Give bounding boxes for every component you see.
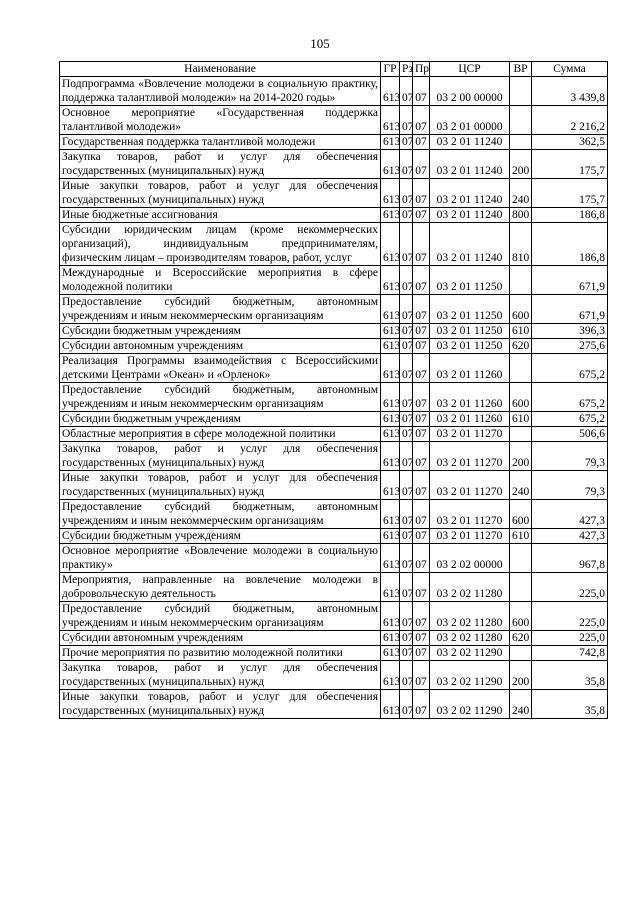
cell-vr [510, 544, 532, 573]
cell-vr: 600 [510, 295, 532, 324]
cell-csr: 03 2 02 00000 [430, 544, 510, 573]
cell-vr: 600 [510, 500, 532, 529]
cell-pr: 07 [413, 324, 430, 339]
header-csr: ЦСР [430, 62, 510, 77]
header-rz: Рз [400, 62, 413, 77]
cell-vr: 200 [510, 661, 532, 690]
cell-csr: 03 2 01 11260 [430, 383, 510, 412]
cell-name: Предоставление субсидий бюджетным, автономным учреждениям и иным некоммерческим организациям [60, 383, 381, 412]
table-row [60, 412, 608, 427]
cell-csr: 03 2 01 11270 [430, 442, 510, 471]
cell-sum: 675,2 [532, 412, 608, 427]
cell-pr: 07 [413, 544, 430, 573]
table-row [60, 661, 608, 690]
cell-pr: 07 [413, 661, 430, 690]
cell-sum: 506,6 [532, 427, 608, 442]
table-row [60, 602, 608, 631]
cell-pr: 07 [413, 135, 430, 150]
cell-sum: 675,2 [532, 383, 608, 412]
cell-rz: 07 [400, 661, 413, 690]
cell-vr: 600 [510, 602, 532, 631]
table-row [60, 427, 608, 442]
table-row [60, 529, 608, 544]
budget-table [59, 61, 608, 719]
cell-rz: 07 [400, 208, 413, 223]
table-row [60, 208, 608, 223]
cell-pr: 07 [413, 631, 430, 646]
table-row [60, 690, 608, 719]
cell-name: Закупка товаров, работ и услуг для обеспечения государственных (муниципальных) нужд [60, 661, 381, 690]
cell-pr: 07 [413, 412, 430, 427]
cell-gr: 613 [381, 106, 400, 135]
cell-sum: 675,2 [532, 354, 608, 383]
cell-pr: 07 [413, 471, 430, 500]
cell-csr: 03 2 01 11240 [430, 179, 510, 208]
table-row [60, 383, 608, 412]
cell-vr [510, 106, 532, 135]
table-row [60, 106, 608, 135]
header-pr: Пр [413, 62, 430, 77]
table-row [60, 442, 608, 471]
cell-name: Прочие мероприятия по развитию молодежной политики [60, 646, 381, 661]
cell-rz: 07 [400, 339, 413, 354]
cell-name: Основное мероприятие «Государственная поддержка талантливой молодежи» [60, 106, 381, 135]
cell-rz: 07 [400, 646, 413, 661]
cell-rz: 07 [400, 500, 413, 529]
table-row [60, 544, 608, 573]
cell-gr: 613 [381, 266, 400, 295]
cell-vr [510, 77, 532, 106]
cell-pr: 07 [413, 602, 430, 631]
cell-name: Субсидии юридическим лицам (кроме некоммерческих организаций), индивидуальным предпринимателям, физическим лицам – производителям товаров, работ, услуг [60, 223, 381, 266]
cell-vr: 610 [510, 324, 532, 339]
header-gr: ГР [381, 62, 400, 77]
cell-name: Субсидии автономным учреждениям [60, 631, 381, 646]
cell-sum: 225,0 [532, 573, 608, 602]
cell-sum: 967,8 [532, 544, 608, 573]
cell-name: Предоставление субсидий бюджетным, автономным учреждениям и иным некоммерческим организациям [60, 500, 381, 529]
cell-sum: 396,3 [532, 324, 608, 339]
cell-csr: 03 2 01 11240 [430, 223, 510, 266]
cell-csr: 03 2 01 11270 [430, 471, 510, 500]
cell-gr: 613 [381, 442, 400, 471]
cell-csr: 03 2 01 00000 [430, 106, 510, 135]
cell-vr: 610 [510, 529, 532, 544]
table-row [60, 77, 608, 106]
cell-rz: 07 [400, 354, 413, 383]
cell-csr: 03 2 01 11250 [430, 266, 510, 295]
cell-sum: 3 439,8 [532, 77, 608, 106]
cell-pr: 07 [413, 690, 430, 719]
cell-gr: 613 [381, 529, 400, 544]
cell-pr: 07 [413, 208, 430, 223]
cell-vr [510, 427, 532, 442]
cell-rz: 07 [400, 412, 413, 427]
cell-rz: 07 [400, 573, 413, 602]
table-row [60, 573, 608, 602]
cell-rz: 07 [400, 106, 413, 135]
cell-sum: 175,7 [532, 179, 608, 208]
table-row [60, 295, 608, 324]
cell-name: Субсидии бюджетным учреждениям [60, 412, 381, 427]
cell-name: Иные закупки товаров, работ и услуг для обеспечения государственных (муниципальных) нужд [60, 690, 381, 719]
cell-gr: 613 [381, 412, 400, 427]
table-row [60, 471, 608, 500]
cell-csr: 03 2 02 11290 [430, 646, 510, 661]
cell-csr: 03 2 02 11280 [430, 573, 510, 602]
cell-rz: 07 [400, 383, 413, 412]
table-row [60, 500, 608, 529]
cell-sum: 225,0 [532, 602, 608, 631]
cell-sum: 186,8 [532, 208, 608, 223]
cell-rz: 07 [400, 77, 413, 106]
cell-sum: 35,8 [532, 661, 608, 690]
cell-sum: 671,9 [532, 266, 608, 295]
cell-pr: 07 [413, 442, 430, 471]
cell-vr: 240 [510, 179, 532, 208]
cell-name: Реализация Программы взаимодействия с Всероссийскими детскими Центрами «Океан» и «Орленок» [60, 354, 381, 383]
cell-rz: 07 [400, 295, 413, 324]
cell-sum: 79,3 [532, 471, 608, 500]
cell-csr: 03 2 01 11270 [430, 500, 510, 529]
cell-rz: 07 [400, 544, 413, 573]
cell-sum: 427,3 [532, 529, 608, 544]
cell-pr: 07 [413, 339, 430, 354]
cell-rz: 07 [400, 179, 413, 208]
cell-name: Иные закупки товаров, работ и услуг для обеспечения государственных (муниципальных) нужд [60, 179, 381, 208]
cell-gr: 613 [381, 150, 400, 179]
cell-gr: 613 [381, 573, 400, 602]
cell-vr [510, 266, 532, 295]
cell-csr: 03 2 01 11240 [430, 135, 510, 150]
cell-vr: 620 [510, 631, 532, 646]
cell-vr: 600 [510, 383, 532, 412]
cell-name: Иные закупки товаров, работ и услуг для обеспечения государственных (муниципальных) нужд [60, 471, 381, 500]
cell-name: Государственная поддержка талантливой молодежи [60, 135, 381, 150]
cell-gr: 613 [381, 223, 400, 266]
header-vr: ВР [510, 62, 532, 77]
cell-csr: 03 2 01 11240 [430, 150, 510, 179]
cell-rz: 07 [400, 223, 413, 266]
cell-sum: 175,7 [532, 150, 608, 179]
cell-rz: 07 [400, 631, 413, 646]
cell-vr: 620 [510, 339, 532, 354]
cell-name: Мероприятия, направленные на вовлечение молодежи в добровольческую деятельность [60, 573, 381, 602]
cell-gr: 613 [381, 661, 400, 690]
cell-vr: 800 [510, 208, 532, 223]
cell-vr: 240 [510, 690, 532, 719]
cell-sum: 186,8 [532, 223, 608, 266]
cell-vr: 610 [510, 412, 532, 427]
cell-name: Субсидии бюджетным учреждениям [60, 324, 381, 339]
cell-gr: 613 [381, 324, 400, 339]
cell-sum: 427,3 [532, 500, 608, 529]
cell-gr: 613 [381, 471, 400, 500]
cell-pr: 07 [413, 427, 430, 442]
cell-csr: 03 2 02 11290 [430, 661, 510, 690]
table-row [60, 223, 608, 266]
cell-rz: 07 [400, 150, 413, 179]
header-sum: Сумма [532, 62, 608, 77]
cell-gr: 613 [381, 646, 400, 661]
cell-pr: 07 [413, 77, 430, 106]
cell-name: Субсидии бюджетным учреждениям [60, 529, 381, 544]
cell-csr: 03 2 02 11280 [430, 631, 510, 646]
cell-sum: 362,5 [532, 135, 608, 150]
cell-gr: 613 [381, 295, 400, 324]
cell-gr: 613 [381, 631, 400, 646]
cell-gr: 613 [381, 208, 400, 223]
cell-sum: 225,0 [532, 631, 608, 646]
cell-sum: 35,8 [532, 690, 608, 719]
cell-rz: 07 [400, 471, 413, 500]
cell-rz: 07 [400, 266, 413, 295]
cell-rz: 07 [400, 427, 413, 442]
cell-sum: 742,8 [532, 646, 608, 661]
cell-name: Международные и Всероссийские мероприятия в сфере молодежной политики [60, 266, 381, 295]
cell-vr [510, 135, 532, 150]
cell-vr [510, 646, 532, 661]
table-body [60, 77, 608, 719]
cell-gr: 613 [381, 427, 400, 442]
cell-csr: 03 2 01 11250 [430, 295, 510, 324]
cell-pr: 07 [413, 106, 430, 135]
cell-csr: 03 2 01 11260 [430, 354, 510, 383]
table-row [60, 266, 608, 295]
cell-rz: 07 [400, 442, 413, 471]
cell-gr: 613 [381, 500, 400, 529]
cell-pr: 07 [413, 150, 430, 179]
cell-name: Подпрограмма «Вовлечение молодежи в социальную практику, поддержка талантливой молодежи» на 2014-2020 годы» [60, 77, 381, 106]
cell-vr: 240 [510, 471, 532, 500]
cell-name: Закупка товаров, работ и услуг для обеспечения государственных (муниципальных) нужд [60, 442, 381, 471]
cell-rz: 07 [400, 529, 413, 544]
cell-csr: 03 2 01 11270 [430, 427, 510, 442]
cell-gr: 613 [381, 383, 400, 412]
cell-vr: 200 [510, 442, 532, 471]
cell-rz: 07 [400, 324, 413, 339]
cell-pr: 07 [413, 223, 430, 266]
cell-sum: 79,3 [532, 442, 608, 471]
cell-pr: 07 [413, 500, 430, 529]
cell-pr: 07 [413, 573, 430, 602]
cell-csr: 03 2 01 11270 [430, 529, 510, 544]
cell-csr: 03 2 02 11290 [430, 690, 510, 719]
table-row [60, 631, 608, 646]
cell-vr: 810 [510, 223, 532, 266]
cell-vr [510, 354, 532, 383]
cell-csr: 03 2 01 11240 [430, 208, 510, 223]
cell-gr: 613 [381, 339, 400, 354]
cell-name: Субсидии автономным учреждениям [60, 339, 381, 354]
cell-rz: 07 [400, 602, 413, 631]
cell-rz: 07 [400, 135, 413, 150]
cell-csr: 03 2 01 11250 [430, 339, 510, 354]
cell-csr: 03 2 01 11250 [430, 324, 510, 339]
cell-gr: 613 [381, 602, 400, 631]
table-row [60, 135, 608, 150]
table-row [60, 324, 608, 339]
cell-pr: 07 [413, 529, 430, 544]
cell-csr: 03 2 00 00000 [430, 77, 510, 106]
page-number: 105 [310, 36, 330, 51]
cell-gr: 613 [381, 544, 400, 573]
cell-pr: 07 [413, 646, 430, 661]
header-name: Наименование [60, 62, 381, 77]
cell-pr: 07 [413, 179, 430, 208]
table-header-row [60, 62, 608, 77]
cell-pr: 07 [413, 295, 430, 324]
table-row [60, 339, 608, 354]
table-row [60, 179, 608, 208]
cell-name: Предоставление субсидий бюджетным, автономным учреждениям и иным некоммерческим организациям [60, 602, 381, 631]
cell-name: Основное мероприятие «Вовлечение молодежи в социальную практику» [60, 544, 381, 573]
cell-gr: 613 [381, 690, 400, 719]
cell-csr: 03 2 02 11280 [430, 602, 510, 631]
cell-name: Предоставление субсидий бюджетным, автономным учреждениям и иным некоммерческим организациям [60, 295, 381, 324]
cell-gr: 613 [381, 354, 400, 383]
cell-vr [510, 573, 532, 602]
table-row [60, 150, 608, 179]
cell-name: Областные мероприятия в сфере молодежной политики [60, 427, 381, 442]
cell-gr: 613 [381, 77, 400, 106]
cell-rz: 07 [400, 690, 413, 719]
cell-sum: 275,6 [532, 339, 608, 354]
cell-gr: 613 [381, 179, 400, 208]
cell-name: Закупка товаров, работ и услуг для обеспечения государственных (муниципальных) нужд [60, 150, 381, 179]
cell-name: Иные бюджетные ассигнования [60, 208, 381, 223]
cell-gr: 613 [381, 135, 400, 150]
cell-sum: 671,9 [532, 295, 608, 324]
cell-pr: 07 [413, 383, 430, 412]
cell-csr: 03 2 01 11260 [430, 412, 510, 427]
cell-pr: 07 [413, 354, 430, 383]
cell-sum: 2 216,2 [532, 106, 608, 135]
table-row [60, 354, 608, 383]
table-row [60, 646, 608, 661]
cell-pr: 07 [413, 266, 430, 295]
cell-vr: 200 [510, 150, 532, 179]
